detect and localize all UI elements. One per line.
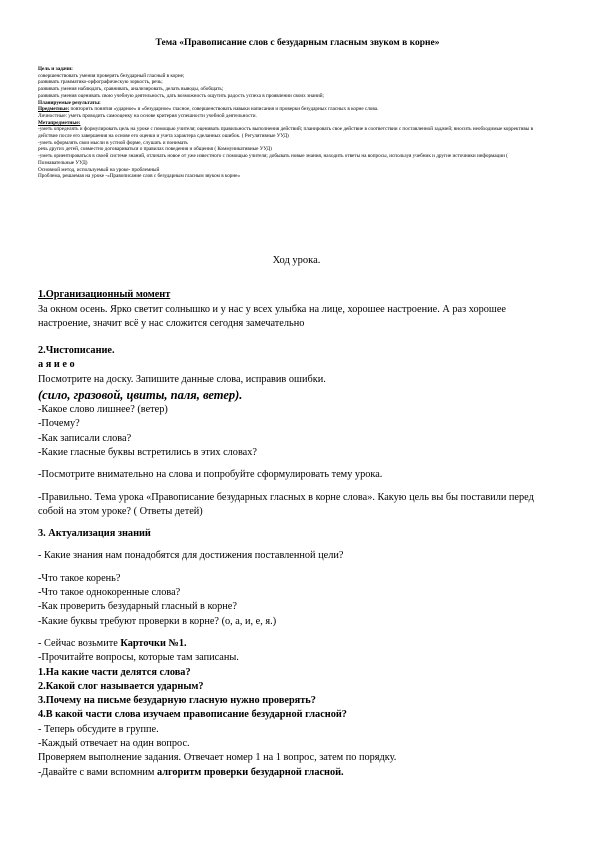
paragraph: Проверяем выполнение задания. Отвечает номер 1 на 1 вопрос, затем по порядку. — [38, 752, 397, 764]
card-text: - Сейчас возьмите — [38, 637, 121, 649]
meta-line: -уметь ориентироваться в своей системе знаний, отличать новое от уже известного с помощью учителя; добывать новые знания, находить ответы на вопросы, используя учебник и другие источники информации ( Познавательные УУД) — [38, 153, 508, 166]
card-question: 4.В какой части слова изучаем правописание безударной гласной? — [38, 709, 347, 721]
words-line: (сило, гразовой, цвиты, паля, ветер). — [38, 388, 243, 403]
goals-heading: Цель и задачи: — [38, 66, 73, 72]
card-question: 1.На какие части делятся слова? — [38, 666, 191, 678]
question: -Как записали слова? — [38, 432, 132, 444]
goal-line: совершенствовать умения проверять безударный гласный в корне; — [38, 72, 185, 79]
paragraph: За окном осень. Ярко светит солнышко и у нас у всех улыбка на лице, хорошее настроение. А раз хорошее настроение, значит всё у нас сложится сегодня замечательно — [38, 303, 506, 329]
algorithm-name: алгоритм проверки безударной гласной. — [156, 766, 344, 778]
card-line — [38, 637, 555, 651]
paragraph: Посмотрите на доску. Запишите данные слова, исправив ошибки. — [38, 373, 326, 385]
results-heading: Планируемые результаты: — [38, 99, 101, 106]
algorithm-text: -Давайте с вами вспомним — [38, 766, 157, 778]
question: - Какие знания нам понадобятся для достижения поставленной цели? — [38, 550, 344, 562]
paragraph: -Правильно. Тема урока «Правописание безударных гласных в корне слова». Какую цель вы бы поставили перед собой на этом уроке? ( Ответы детей) — [38, 491, 534, 517]
goal-line: развивать умения оценивать свою учебную деятельность, дать возможность ощутить радость успеха в проявлении своих знаний; — [38, 92, 324, 99]
lesson-title: Тема «Правописание слов с безударным гласным звуком в корне» — [155, 38, 440, 48]
goal-line: развивать умения наблюдать, сравнивать, анализировать, делать выводы, обобщать; — [38, 86, 224, 93]
method-line: Основной метод, используемый на уроке- проблемный — [38, 166, 160, 173]
letters-line: а я и е о — [38, 359, 75, 371]
card-question: 3.Почему на письме безударную гласную нужно проверять? — [38, 695, 316, 707]
card-name: Карточки №1. — [120, 637, 187, 649]
question: -Посмотрите внимательно на слова и попробуйте сформулировать тему урока. — [38, 469, 383, 481]
subject-results — [38, 106, 545, 113]
paragraph: - Теперь обсудите в группе. — [38, 723, 159, 735]
meta-line: речь других детей, совместно договариваться о правилах поведения и общения ( Коммуникативные УУД) — [38, 146, 272, 153]
meta-heading: Метапредметные: — [38, 119, 81, 126]
lesson-body — [38, 254, 555, 780]
question: -Почему? — [38, 418, 80, 430]
question: -Как проверить безударный гласный в корне? — [38, 601, 237, 613]
section-heading: 3. Актуализация знаний — [38, 528, 151, 540]
personal-results: Личностные: уметь проводить самооценку на основе критерия успешности учебной деятельности. — [38, 112, 257, 119]
subject-text: повторить понятия «ударное» и «безударное» гласное, совершенствовать навыки написания и проверки безударных гласных в корне слова. — [69, 106, 379, 113]
goals-block — [38, 66, 545, 180]
question: -Какие гласные буквы встретились в этих словах? — [38, 446, 257, 458]
question: -Какое слово лишнее? (ветер) — [38, 404, 168, 416]
section-heading: 1.Организационный момент — [38, 289, 171, 301]
card-question: 2.Какой слог называется ударным? — [38, 680, 204, 692]
subject-label: Предметные: — [38, 106, 70, 113]
problem-line: Проблема, решаемая на уроке -«Правописание слов с безударным гласным звуком в корне» — [38, 173, 241, 180]
question: -Что такое однокоренные слова? — [38, 587, 181, 599]
question: -Какие буквы требуют проверки в корне? (о, а, и, е, я.) — [38, 615, 277, 627]
paragraph: -Каждый отвечает на один вопрос. — [38, 738, 190, 750]
meta-line: -уметь оформлять свои мысли в устной форме, слушать и понимать — [38, 139, 188, 146]
course-heading: Ход урока. — [272, 255, 321, 266]
goal-line: развивать грамматико-орфографическую зоркость, речь; — [38, 79, 163, 86]
section-heading: 2.Чистописание. — [38, 345, 115, 357]
paragraph: -Прочитайте вопросы, которые там записаны. — [38, 652, 239, 664]
algorithm-line — [38, 766, 555, 780]
meta-line: -уметь определять и формулировать цель на уроке с помощью учителя; оценивать правильность выполнения действий; планировать свое действие в соответствии с поставленной задачей; вносить необходимые коррективы в действие после его завершения на основе его оценки и учета характера сделанных ошибок. ( Регулятивные УУД) — [38, 126, 534, 140]
question: -Что такое корень? — [38, 572, 121, 584]
